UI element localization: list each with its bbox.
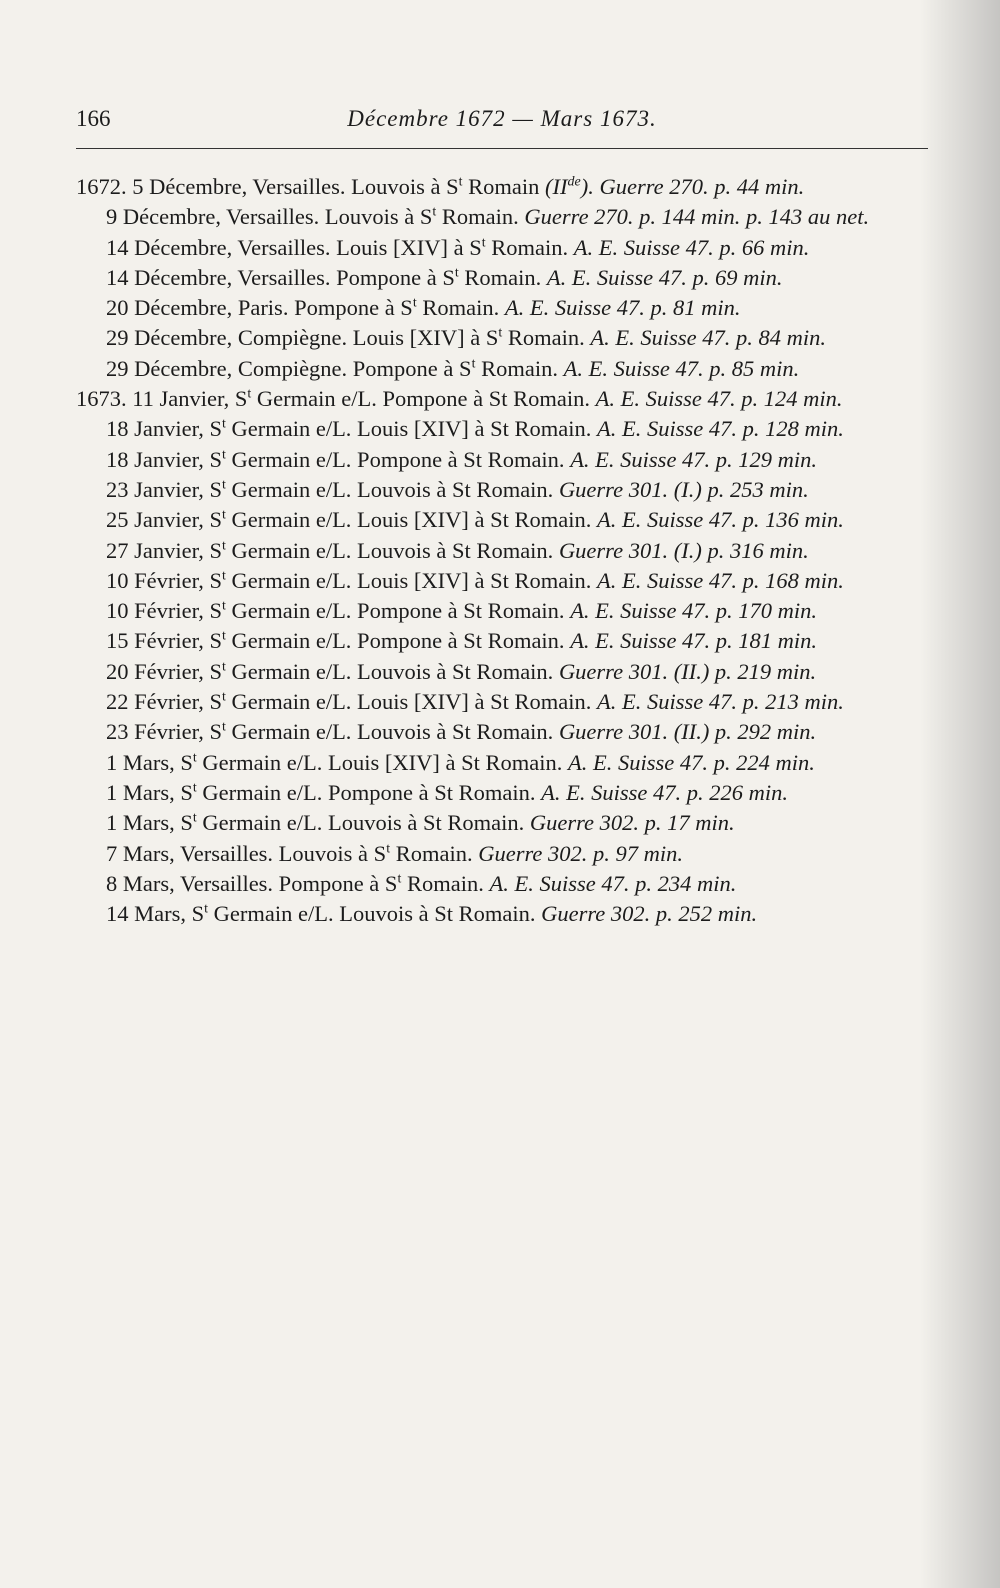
entry-recipient: Germain e/L. Louis [XIV] à St Romain. xyxy=(225,416,598,442)
entry-superscript: t xyxy=(458,174,463,190)
entry-superscript: t xyxy=(221,689,226,705)
entry-superscript: t xyxy=(481,235,486,251)
letter-entry xyxy=(76,778,916,808)
entry-recipient: Romain. xyxy=(485,234,574,260)
entry-text: 22 Février, S xyxy=(106,689,222,715)
entry-reference: A. E. Suisse 47. p. 84 min. xyxy=(590,325,827,351)
entry-reference: Guerre 302. p. 252 min. xyxy=(541,901,758,927)
entry-text: 14 Décembre, Versailles. Louis [XIV] à S xyxy=(106,234,482,260)
entry-superscript: t xyxy=(432,204,437,220)
letter-entry xyxy=(76,233,916,263)
entry-reference: A. E. Suisse 47. p. 129 min. xyxy=(570,446,818,472)
entry-text: 11 Janvier, S xyxy=(132,386,248,412)
entry-text: 29 Décembre, Compiègne. Louis [XIV] à S xyxy=(106,325,499,351)
entry-recipient: Germain e/L. Louvois à St Romain. xyxy=(225,537,559,563)
entry-reference: A. E. Suisse 47. p. 170 min. xyxy=(570,598,818,624)
entry-text: 9 Décembre, Versailles. Louvois à S xyxy=(106,204,433,230)
entry-superscript: t xyxy=(454,265,459,281)
entry-year: 1673. xyxy=(76,386,127,412)
letter-entry xyxy=(76,475,916,505)
running-title: Décembre 1672 — Mars 1673. xyxy=(347,106,657,131)
entry-superscript: t xyxy=(221,507,226,523)
entry-recipient: Romain. xyxy=(401,870,490,896)
entry-superscript: t xyxy=(221,598,226,614)
entry-superscript: t xyxy=(221,447,226,463)
entry-superscript: t xyxy=(221,538,226,554)
entry-superscript: t xyxy=(192,810,197,826)
entry-text: 10 Février, S xyxy=(106,598,222,624)
page-edge-shadow xyxy=(920,0,1000,1588)
entry-text: 10 Février, S xyxy=(106,567,222,593)
entry-reference: (II xyxy=(545,174,568,199)
entry-superscript: t xyxy=(397,871,402,887)
entry-recipient: Germain e/L. Louvois à St Romain. xyxy=(225,658,559,684)
entry-superscript: t xyxy=(412,295,417,311)
letter-entry xyxy=(76,414,916,444)
entry-superscript: t xyxy=(386,841,391,857)
entry-reference: A. E. Suisse 47. p. 124 min. xyxy=(595,386,843,412)
entry-recipient: Germain e/L. Louvois à St Romain. xyxy=(225,719,559,745)
entry-reference: A. E. Suisse 47. p. 181 min. xyxy=(570,628,818,654)
entry-superscript: t xyxy=(192,780,197,796)
entry-recipient: Germain e/L. Pompone à St Romain. xyxy=(225,446,571,472)
entry-reference: Guerre 301. (I.) p. 253 min. xyxy=(558,476,809,502)
letter-entry xyxy=(76,626,916,656)
entry-recipient: Germain e/L. Louis [XIV] à St Romain. xyxy=(225,507,598,533)
page-header xyxy=(76,106,928,140)
entry-recipient: Germain e/L. Pompone à St Romain. xyxy=(225,628,571,654)
entry-text: 20 Décembre, Paris. Pompone à S xyxy=(106,295,413,321)
entry-recipient: Romain xyxy=(462,174,546,199)
entry-reference: Guerre 301. (I.) p. 316 min. xyxy=(558,537,809,563)
entry-recipient: Germain e/L. Louis [XIV] à St Romain. xyxy=(225,689,598,715)
entry-recipient: Germain e/L. Pompone à St Romain. xyxy=(196,779,542,805)
header-rule xyxy=(76,148,928,149)
entry-text: 25 Janvier, S xyxy=(106,507,222,533)
entry-superscript: t xyxy=(498,325,503,341)
entry-text: 29 Décembre, Compiègne. Pompone à S xyxy=(106,355,472,381)
entry-recipient: Romain. xyxy=(390,840,479,866)
entry-recipient: Romain. xyxy=(458,264,547,290)
entry-recipient: Germain e/L. Pompone à St Romain. xyxy=(251,386,596,412)
entry-reference: A. E. Suisse 47. p. 66 min. xyxy=(573,234,810,260)
letter-entry xyxy=(76,808,916,838)
letter-entry xyxy=(76,202,916,232)
entry-reference-tail: ). Guerre 270. p. 44 min. xyxy=(580,174,805,199)
entry-text: 20 Février, S xyxy=(106,658,222,684)
letter-entry xyxy=(76,748,916,778)
letter-entry xyxy=(76,505,916,535)
entry-reference: A. E. Suisse 47. p. 85 min. xyxy=(563,355,800,381)
entry-reference: A. E. Suisse 47. p. 81 min. xyxy=(504,295,741,321)
entry-reference: Guerre 302. p. 17 min. xyxy=(529,810,735,836)
letter-entry xyxy=(76,323,916,353)
entry-reference: A. E. Suisse 47. p. 136 min. xyxy=(597,507,844,533)
letter-entry xyxy=(76,717,916,747)
letter-entry xyxy=(76,869,916,899)
entry-text: 18 Janvier, S xyxy=(106,416,222,442)
entry-superscript: t xyxy=(471,356,476,372)
entry-text: 14 Mars, S xyxy=(106,901,205,927)
entry-superscript: t xyxy=(221,628,226,644)
letter-entry xyxy=(76,445,916,475)
entry-text: 7 Mars, Versailles. Louvois à S xyxy=(106,840,387,866)
entry-text: 5 Décembre, Versailles. Louvois à S xyxy=(132,174,459,199)
entry-recipient: Romain. xyxy=(436,204,525,230)
entry-superscript: t xyxy=(247,386,252,402)
letter-entry xyxy=(76,899,916,929)
entry-reference: A. E. Suisse 47. p. 168 min. xyxy=(597,567,844,593)
entry-reference: A. E. Suisse 47. p. 213 min. xyxy=(597,689,844,715)
entry-text: 23 Février, S xyxy=(106,719,222,745)
entry-recipient: Germain e/L. Louvois à St Romain. xyxy=(208,901,542,927)
entry-reference: Guerre 301. (II.) p. 219 min. xyxy=(558,658,817,684)
entry-recipient: Romain. xyxy=(475,355,564,381)
entry-recipient: Germain e/L. Louvois à St Romain. xyxy=(225,476,559,502)
entry-recipient: Germain e/L. Louis [XIV] à St Romain. xyxy=(196,749,568,775)
letter-entry xyxy=(76,687,916,717)
entry-text: 1 Mars, S xyxy=(106,810,193,836)
entry-reference: A. E. Suisse 47. p. 224 min. xyxy=(567,749,815,775)
letter-entry xyxy=(76,839,916,869)
letter-list xyxy=(76,172,916,929)
letter-entry xyxy=(76,172,916,202)
entry-reference: Guerre 270. p. 144 min. p. 143 au net. xyxy=(524,204,870,230)
entry-recipient: Romain. xyxy=(416,295,505,321)
letter-entry xyxy=(76,657,916,687)
entry-text: 23 Janvier, S xyxy=(106,476,222,502)
entry-recipient: Germain e/L. Louvois à St Romain. xyxy=(196,810,530,836)
letter-entry xyxy=(76,354,916,384)
entry-superscript: t xyxy=(192,750,197,766)
entry-reference: A. E. Suisse 47. p. 128 min. xyxy=(597,416,844,442)
entry-reference: A. E. Suisse 47. p. 234 min. xyxy=(489,870,737,896)
entry-reference-superscript: de xyxy=(567,174,581,190)
entry-reference: Guerre 301. (II.) p. 292 min. xyxy=(558,719,817,745)
entry-text: 15 Février, S xyxy=(106,628,222,654)
entry-recipient: Romain. xyxy=(502,325,591,351)
entry-text: 8 Mars, Versailles. Pompone à S xyxy=(106,870,398,896)
entry-reference: Guerre 302. p. 97 min. xyxy=(478,840,683,866)
entry-recipient: Germain e/L. Pompone à St Romain. xyxy=(225,598,571,624)
page-number: 166 xyxy=(76,106,111,131)
letter-entry xyxy=(76,536,916,566)
entry-recipient: Germain e/L. Louis [XIV] à St Romain. xyxy=(225,567,598,593)
entry-text: 1 Mars, S xyxy=(106,749,193,775)
entry-text: 27 Janvier, S xyxy=(106,537,222,563)
entry-reference: A. E. Suisse 47. p. 226 min. xyxy=(541,779,788,805)
letter-entry xyxy=(76,293,916,323)
letter-entry xyxy=(76,263,916,293)
entry-superscript: t xyxy=(221,477,226,493)
entry-superscript: t xyxy=(221,719,226,735)
letter-entry xyxy=(76,596,916,626)
entry-superscript: t xyxy=(204,901,209,917)
letter-entry xyxy=(76,566,916,596)
letter-entry xyxy=(76,384,916,414)
entry-reference: A. E. Suisse 47. p. 69 min. xyxy=(546,264,783,290)
entry-superscript: t xyxy=(221,659,226,675)
entry-superscript: t xyxy=(221,568,226,584)
entry-text: 14 Décembre, Versailles. Pompone à S xyxy=(106,264,455,290)
entry-superscript: t xyxy=(221,416,226,432)
entry-year: 1672. xyxy=(76,174,127,199)
entry-text: 1 Mars, S xyxy=(106,779,193,805)
entry-text: 18 Janvier, S xyxy=(106,446,222,472)
